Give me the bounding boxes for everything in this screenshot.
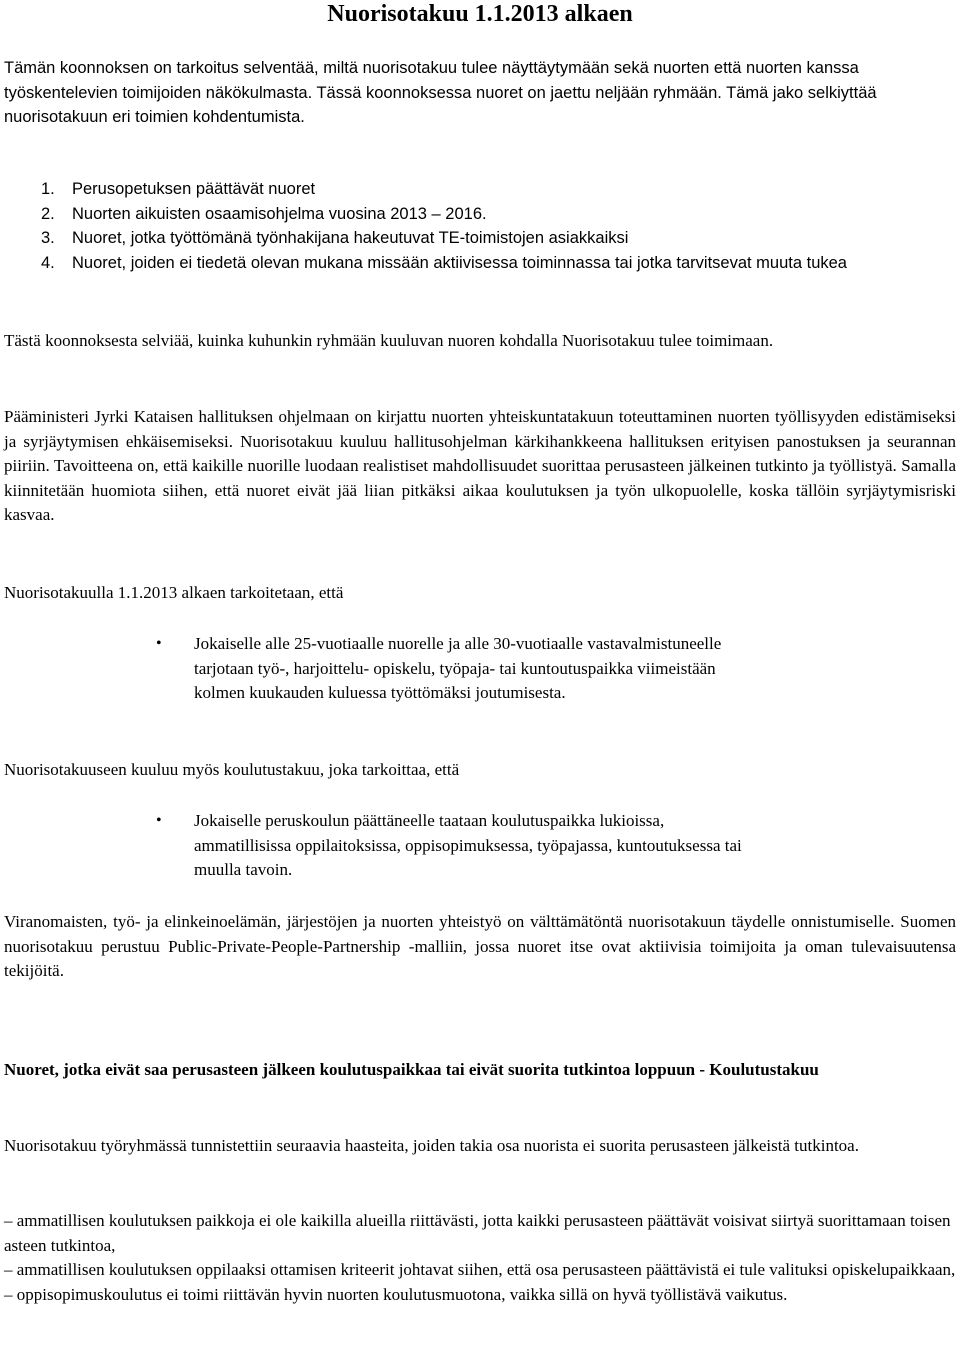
- guarantee-intro: Nuorisotakuulla 1.1.2013 alkaen tarkoitetaan, että: [4, 583, 344, 602]
- section-heading: Nuoret, jotka eivät saa perusasteen jälkeen koulutuspaikkaa tai eivät suorita tutkintoa loppuun - Koulutustakuu: [4, 1060, 819, 1079]
- group-list: [4, 177, 944, 275]
- government-paragraph: Pääministeri Jyrki Kataisen hallituksen ohjelmaan on kirjattu nuorten yhteiskuntatakuun toteuttaminen nuorten työllisyyden edistämiseksi ja syrjäytymisen ehkäisemiseksi. Nuorisotakuu kuuluu hallitusohjelman kärkihankkeena hallituksen erityisen panostuksen ja seurannan piiriin. Tavoitteena on, että kaikille nuorille luodaan realistiset mahdollisuudet suorittaa perusasteen jälkeinen tutkinto ja työllistyä. Samalla kiinnitetään huomiota siihen, että nuoret eivät jää liian pitkäksi aikaa koulutuksen ja työn ulkopuolelle, koska tällöin syrjäytymisriski kasvaa.: [4, 407, 956, 524]
- after-groups-paragraph: Tästä koonnoksesta selviää, kuinka kuhunkin ryhmään kuuluvan nuoren kohdalla Nuorisotakuu tulee toimimaan.: [4, 331, 774, 350]
- bullet-icon: •: [156, 635, 162, 652]
- cooperation-paragraph: Viranomaisten, työ- ja elinkeinoelämän, järjestöjen ja nuorten yhteistyö on välttämätöntä nuorisotakuun täydelle onnistumiselle. Suomen nuorisotakuu perustuu Public-Private-People-Partnership -malliin, jossa nuoret itse ovat aktiivisia toimijoita ja oman tulevaisuutensa tekijöitä.: [4, 912, 956, 980]
- list-item: – ammatillisen koulutuksen oppilaaksi ottamisen kriteerit johtavat siihen, että osa perusasteen päättävistä ei tule valituksi opiskelupaikkaan,: [4, 1260, 956, 1279]
- section-intro: Nuorisotakuu työryhmässä tunnistettiin seuraavia haasteita, joiden takia osa nuorista ei suorita perusasteen jälkeistä tutkintoa.: [4, 1136, 859, 1155]
- intro-paragraph: Tämän koonnoksen on tarkoitus selventää, miltä nuorisotakuu tulee näyttäytymään sekä nuorten että nuorten kanssa työskentelevien toimijoiden näkökulmasta. Tässä koonnoksessa nuoret on jaettu neljään ryhmään. Tämä jako selkiyttää nuorisotakuun eri toimien kohdentumista.: [4, 59, 877, 126]
- education-list: [4, 809, 944, 883]
- list-item: 2. Nuorten aikuisten osaamisohjelma vuosina 2013 – 2016.: [41, 204, 487, 223]
- list-item: • Jokaiselle alle 25-vuotiaalle nuorelle ja alle 30-vuotiaalle vastavalmistuneelle tarjotaan työ-, harjoittelu- opiskelu, työpaja- tai kuntoutuspaikka viimeistään kolmen kuukauden kuluessa työttömäksi joutumisesta.: [156, 634, 722, 702]
- education-intro: Nuorisotakuuseen kuuluu myös koulutustakuu, joka tarkoittaa, että: [4, 760, 460, 779]
- list-item: – oppisopimuskoulutus ei toimi riittävän hyvin nuorten koulutusmuotona, vaikka sillä on hyvä työllistävä vaikutus.: [4, 1284, 788, 1304]
- list-item: 3. Nuoret, jotka työttömänä työnhakijana hakeutuvat TE-toimistojen asiakkaiksi: [41, 229, 629, 247]
- challenges-list: [4, 1209, 956, 1307]
- bullet-icon: •: [156, 812, 162, 829]
- guarantee-list: [4, 632, 944, 706]
- list-item: – ammatillisen koulutuksen paikkoja ei ole kaikilla alueilla riittävästi, jotta kaikki perusasteen päättävät voisivat siirtyä suorittamaan toisen asteen tutkintoa,: [4, 1211, 951, 1255]
- list-item: 1. Perusopetuksen päättävät nuoret: [41, 180, 316, 198]
- page-title: Nuorisotakuu 1.1.2013 alkaen: [327, 1, 633, 27]
- list-item: 4. Nuoret, joiden ei tiedetä olevan mukana missään aktiivisessa toiminnassa tai jotka tarvitsevat muuta tukea: [41, 253, 847, 272]
- list-item: • Jokaiselle peruskoulun päättäneelle taataan koulutuspaikka lukioissa, ammatillisissa oppilaitoksissa, oppisopimuksessa, työpajassa, kuntoutuksessa tai muulla tavoin.: [156, 811, 742, 879]
